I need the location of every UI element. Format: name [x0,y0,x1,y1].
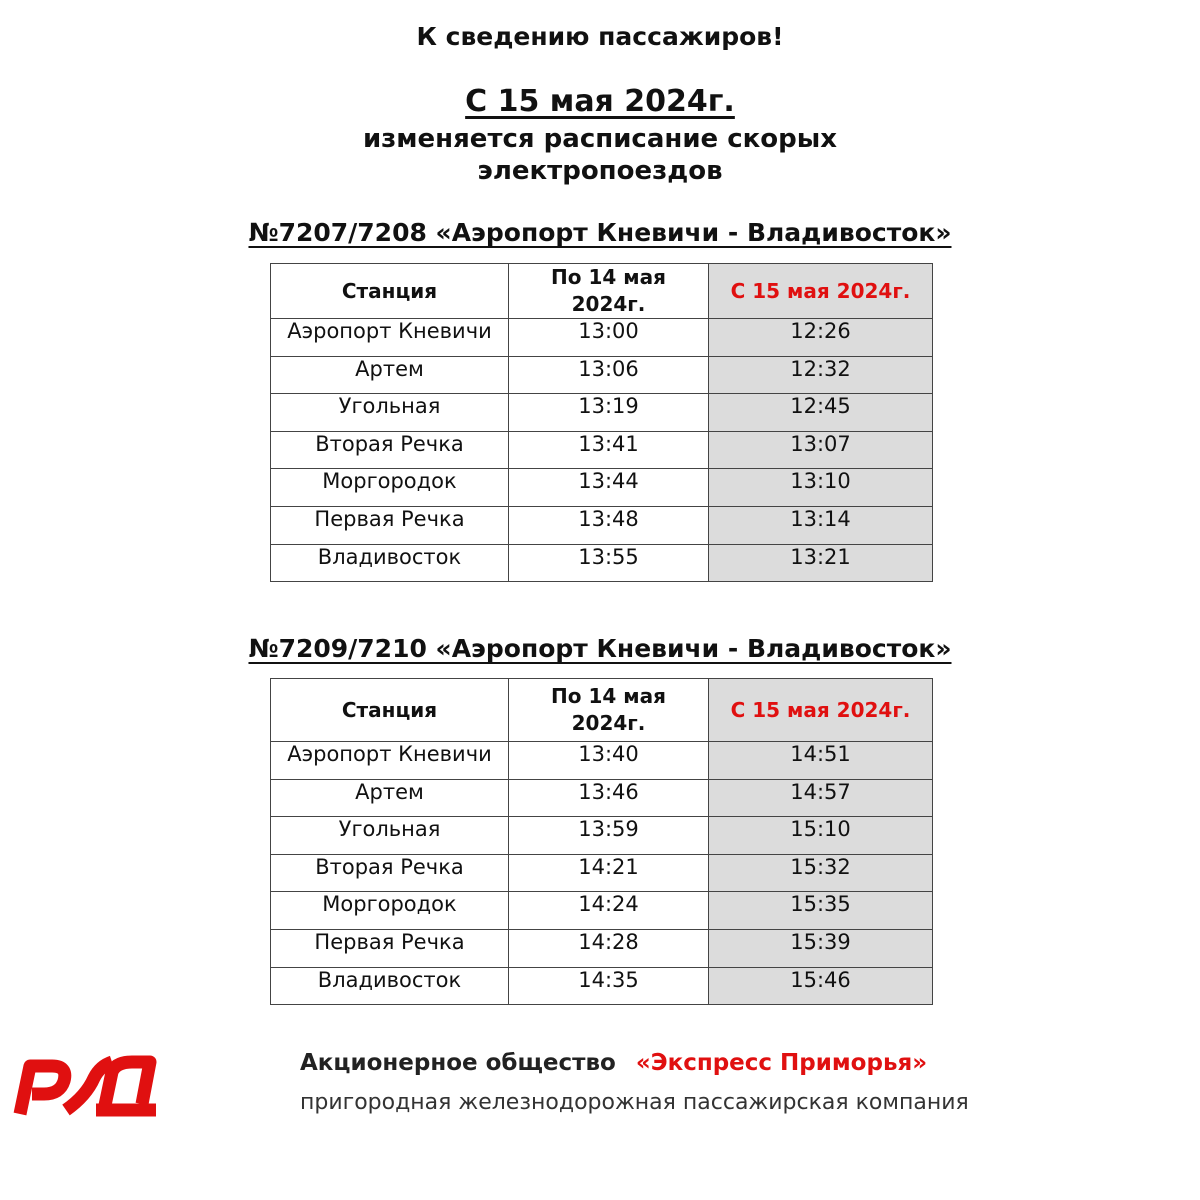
table-header-row [271,679,933,742]
table-row [271,929,933,967]
new-time-cell: 15:39 [709,929,933,967]
new-time-cell: 15:32 [709,854,933,892]
old-time-cell: 13:41 [509,431,709,469]
table-row [271,779,933,817]
table-row [271,319,933,357]
old-time-cell: 13:55 [509,544,709,582]
station-cell: Артем [271,356,509,394]
new-schedule-column-header: С 15 мая 2024г. [709,679,933,742]
new-schedule-column-header: С 15 мая 2024г. [709,264,933,319]
subtitle-line-1: изменяется расписание скорых [362,124,838,154]
old-time-cell: 13:46 [509,779,709,817]
station-cell: Артем [271,779,509,817]
old-time-cell: 14:24 [509,892,709,930]
station-cell: Аэропорт Кневичи [271,319,509,357]
old-time-cell: 13:06 [509,356,709,394]
effective-date-text: С 15 мая 2024г. [465,84,735,119]
station-cell: Угольная [271,817,509,855]
old-time-cell: 13:48 [509,506,709,544]
new-time-cell: 12:45 [709,394,933,432]
new-time-cell: 14:57 [709,779,933,817]
old-header-line-1: По 14 мая [551,265,666,289]
station-column-header: Станция [271,679,509,742]
new-time-cell: 15:35 [709,892,933,930]
company-description: пригородная железнодорожная пассажирская компания [300,1090,969,1115]
old-time-cell: 13:00 [509,319,709,357]
table-row [271,817,933,855]
station-cell: Аэропорт Кневичи [271,742,509,780]
old-time-cell: 14:21 [509,854,709,892]
new-time-cell: 13:14 [709,506,933,544]
table-row [271,431,933,469]
notice-title: К сведению пассажиров! [416,22,784,51]
rzd-logo [8,1048,160,1120]
train-2-title: №7209/7210 «Аэропорт Кневичи - Владивосток» [248,634,952,663]
station-column-header: Станция [271,264,509,319]
subtitle-line-2: электропоездов [477,156,723,186]
table-header-row [271,264,933,319]
old-header-line-2: 2024г. [571,711,646,735]
old-schedule-column-header [509,679,709,742]
train-1-schedule-table [270,263,933,582]
table-row [271,469,933,507]
station-cell: Владивосток [271,967,509,1005]
new-time-cell: 13:10 [709,469,933,507]
table-row [271,967,933,1005]
company-prefix: Акционерное общество [300,1050,616,1076]
new-time-cell: 13:21 [709,544,933,582]
table-row [271,356,933,394]
station-cell: Моргородок [271,892,509,930]
station-cell: Первая Речка [271,929,509,967]
new-time-cell: 13:07 [709,431,933,469]
old-schedule-column-header [509,264,709,319]
station-cell: Угольная [271,394,509,432]
table-row [271,394,933,432]
table-row [271,854,933,892]
station-cell: Вторая Речка [271,431,509,469]
table-row [271,506,933,544]
station-cell: Вторая Речка [271,854,509,892]
station-cell: Первая Речка [271,506,509,544]
company-name: «Экспресс Приморья» [635,1050,928,1076]
new-time-cell: 14:51 [709,742,933,780]
table-row [271,742,933,780]
old-time-cell: 14:28 [509,929,709,967]
new-time-cell: 12:32 [709,356,933,394]
old-time-cell: 14:35 [509,967,709,1005]
old-time-cell: 13:59 [509,817,709,855]
new-time-cell: 15:46 [709,967,933,1005]
table-row [271,544,933,582]
train-1-title: №7207/7208 «Аэропорт Кневичи - Владивосток» [248,218,952,247]
station-cell: Моргородок [271,469,509,507]
effective-date-title [0,84,1200,119]
train-2-schedule-table [270,678,933,1005]
table-row [271,892,933,930]
old-time-cell: 13:40 [509,742,709,780]
station-cell: Владивосток [271,544,509,582]
old-time-cell: 13:44 [509,469,709,507]
new-time-cell: 12:26 [709,319,933,357]
old-header-line-2: 2024г. [571,292,646,316]
company-title [300,1050,927,1076]
old-time-cell: 13:19 [509,394,709,432]
old-header-line-1: По 14 мая [551,684,666,708]
new-time-cell: 15:10 [709,817,933,855]
